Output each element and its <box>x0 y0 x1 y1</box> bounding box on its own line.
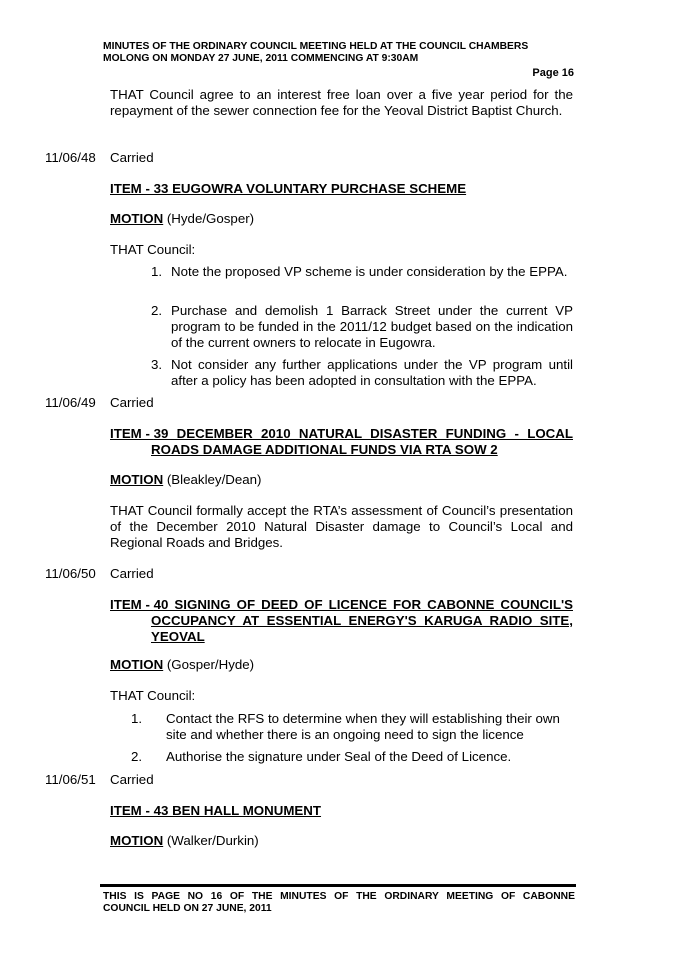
motion-movers: (Gosper/Hyde) <box>163 657 255 672</box>
item-40-title-line-1: 40 SIGNING OF DEED OF LICENCE FOR CABONNE COUNCIL'S <box>153 597 573 612</box>
item-39-motion <box>110 472 261 488</box>
list-number: 2. <box>131 749 143 764</box>
item-43-title-text: ITEM - 43 BEN HALL MONUMENT <box>110 803 322 818</box>
motion-label: MOTION <box>110 833 164 848</box>
resolution-number: 11/06/49 <box>45 395 96 410</box>
page-footer <box>103 891 575 915</box>
item-43-motion <box>110 833 259 849</box>
intro-resolution-text: THAT Council agree to an interest free loan over a five year period for the repayment of the sewer connection fee for the Yeoval District Baptist Church. <box>110 87 573 118</box>
motion-movers: (Walker/Durkin) <box>163 833 259 848</box>
resolution-status: Carried <box>110 566 154 581</box>
motion-label: MOTION <box>110 211 164 226</box>
header-line-2: MOLONG ON MONDAY 27 JUNE, 2011 COMMENCING AT 9:30AM <box>103 53 419 64</box>
list-item: Contact the RFS to determine when they will establishing their own site and whether there is an ongoing need to sign the licence <box>166 711 560 742</box>
resolution-status: Carried <box>110 772 154 787</box>
list-item: Authorise the signature under Seal of the Deed of Licence. <box>166 749 512 764</box>
item-33-motion <box>110 211 254 227</box>
resolution-number: 11/06/50 <box>45 566 96 581</box>
resolution-status: Carried <box>110 395 154 410</box>
motion-label: MOTION <box>110 472 164 487</box>
item-40-title-line-3: YEOVAL <box>151 629 205 644</box>
item-33-that: THAT Council: <box>110 242 196 257</box>
resolution-number: 11/06/48 <box>45 150 96 165</box>
item-33-title-text: ITEM - 33 EUGOWRA VOLUNTARY PURCHASE SCHEME <box>110 181 467 196</box>
list-number: 1. <box>131 711 143 726</box>
item-40-title <box>110 597 573 645</box>
item-prefix: ITEM - <box>110 597 154 612</box>
item-39-title <box>110 426 573 458</box>
list-number: 2. <box>151 303 163 318</box>
page-header <box>103 41 575 65</box>
list-number: 3. <box>151 357 163 372</box>
item-39-title-line-2: ROADS DAMAGE ADDITIONAL FUNDS VIA RTA SOW 2 <box>151 442 498 457</box>
motion-movers: (Hyde/Gosper) <box>163 211 255 226</box>
list-item: Purchase and demolish 1 Barrack Street under the current VP program to be funded in the 2011/12 budget based on the indication of the current owners to relocate in Eugowra. <box>171 303 573 350</box>
item-40-motion <box>110 657 254 673</box>
page-number: Page 16 <box>532 67 574 79</box>
item-39-title-line-1: 39 DECEMBER 2010 NATURAL DISASTER FUNDING - LOCAL <box>153 426 573 441</box>
resolution-number: 11/06/51 <box>45 772 96 787</box>
motion-movers: (Bleakley/Dean) <box>163 472 262 487</box>
item-33-title <box>110 181 573 197</box>
item-40-title-line-2: OCCUPANCY AT ESSENTIAL ENERGY'S KARUGA RADIO SITE, <box>151 613 573 628</box>
resolution-status: Carried <box>110 150 154 165</box>
item-prefix: ITEM - <box>110 426 154 441</box>
item-39-resolution-text: THAT Council formally accept the RTA’s assessment of Council’s presentation of the December 2010 Natural Disaster damage to Council’s Local and Regional Roads and Bridges. <box>110 503 573 550</box>
motion-label: MOTION <box>110 657 164 672</box>
footer-line-2: COUNCIL HELD ON 27 JUNE, 2011 <box>103 903 272 914</box>
list-number: 1. <box>151 264 163 279</box>
item-40-that: THAT Council: <box>110 688 196 703</box>
footer-rule <box>100 884 576 887</box>
footer-line-1: THIS IS PAGE NO 16 OF THE MINUTES OF THE ORDINARY MEETING OF CABONNE <box>103 891 575 902</box>
header-line-1: MINUTES OF THE ORDINARY COUNCIL MEETING HELD AT THE COUNCIL CHAMBERS <box>103 41 529 52</box>
list-item: Note the proposed VP scheme is under consideration by the EPPA. <box>171 264 568 279</box>
list-item: Not consider any further applications under the VP program until after a policy has been adopted in consultation with the EPPA. <box>171 357 573 388</box>
item-43-title <box>110 803 573 819</box>
